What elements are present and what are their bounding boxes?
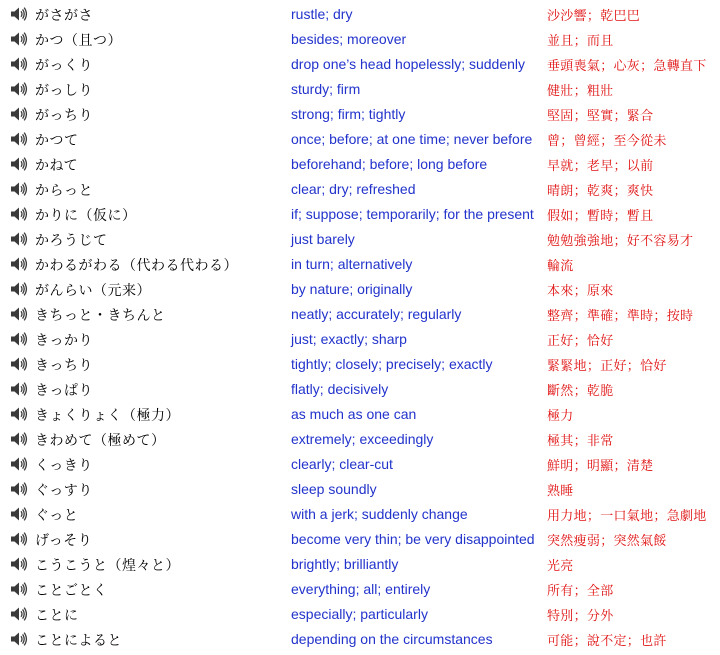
vocab-row bbox=[0, 202, 720, 227]
speaker-icon[interactable] bbox=[10, 381, 28, 397]
vocab-row bbox=[0, 627, 720, 652]
chinese-meaning: 並且；而且 bbox=[547, 34, 614, 49]
english-meaning: once; before; at one time; never before bbox=[291, 131, 533, 147]
speaker-icon[interactable] bbox=[10, 606, 28, 622]
japanese-term: かつて bbox=[35, 133, 79, 149]
speaker-icon[interactable] bbox=[10, 331, 28, 347]
speaker-icon[interactable] bbox=[10, 356, 28, 372]
english-meaning: tightly; closely; precisely; exactly bbox=[291, 356, 493, 372]
japanese-term: ことに bbox=[35, 608, 79, 624]
vocab-row bbox=[0, 602, 720, 627]
speaker-icon[interactable] bbox=[10, 181, 28, 197]
japanese-term: かわるがわる（代わる代わる） bbox=[35, 258, 238, 274]
japanese-term: きょくりょく（極力） bbox=[35, 408, 180, 424]
english-meaning: by nature; originally bbox=[291, 281, 413, 297]
japanese-term: からっと bbox=[35, 183, 93, 199]
speaker-icon[interactable] bbox=[10, 106, 28, 122]
vocab-row bbox=[0, 377, 720, 402]
vocab-row bbox=[0, 102, 720, 127]
english-meaning: drop one’s head hopelessly; suddenly bbox=[291, 56, 526, 72]
japanese-term: かりに（仮に） bbox=[35, 208, 137, 224]
japanese-term: がっちり bbox=[35, 108, 93, 124]
chinese-meaning: 光亮 bbox=[547, 559, 574, 574]
japanese-term: きわめて（極めて） bbox=[35, 433, 166, 449]
speaker-icon[interactable] bbox=[10, 431, 28, 447]
vocab-row bbox=[0, 227, 720, 252]
vocab-row bbox=[0, 177, 720, 202]
vocab-row bbox=[0, 402, 720, 427]
japanese-term: かねて bbox=[35, 158, 79, 174]
speaker-icon[interactable] bbox=[10, 6, 28, 22]
english-meaning: especially; particularly bbox=[291, 606, 428, 622]
english-meaning: sturdy; firm bbox=[291, 81, 361, 97]
japanese-term: がっくり bbox=[35, 58, 93, 74]
japanese-term: がっしり bbox=[35, 83, 93, 99]
chinese-meaning: 假如；暫時；暫且 bbox=[547, 209, 654, 224]
japanese-term: げっそり bbox=[35, 533, 93, 549]
chinese-meaning: 突然瘦弱；突然氣餒 bbox=[547, 534, 667, 549]
vocab-row bbox=[0, 327, 720, 352]
japanese-term: かろうじて bbox=[35, 233, 108, 249]
speaker-icon[interactable] bbox=[10, 631, 28, 647]
japanese-term: ぐっと bbox=[35, 508, 79, 524]
vocab-row bbox=[0, 2, 720, 27]
vocab-row bbox=[0, 552, 720, 577]
speaker-icon[interactable] bbox=[10, 481, 28, 497]
chinese-meaning: 健壯；粗壯 bbox=[547, 84, 614, 99]
chinese-meaning: 斷然；乾脆 bbox=[547, 384, 614, 399]
speaker-icon[interactable] bbox=[10, 31, 28, 47]
japanese-term: きっぱり bbox=[35, 383, 93, 399]
chinese-meaning: 用力地；一口氣地；急劇地 bbox=[547, 509, 707, 524]
english-meaning: sleep soundly bbox=[291, 481, 377, 497]
chinese-meaning: 沙沙響；乾巴巴 bbox=[547, 9, 641, 24]
japanese-term: くっきり bbox=[35, 458, 93, 474]
speaker-icon[interactable] bbox=[10, 281, 28, 297]
japanese-term: こうこうと（煌々と） bbox=[35, 558, 180, 574]
chinese-meaning: 可能；說不定；也許 bbox=[547, 634, 667, 649]
speaker-icon[interactable] bbox=[10, 56, 28, 72]
chinese-meaning: 所有；全部 bbox=[547, 584, 614, 599]
chinese-meaning: 極力 bbox=[547, 409, 574, 424]
english-meaning: depending on the circumstances bbox=[291, 631, 493, 647]
chinese-meaning: 曾；曾經；至今從未 bbox=[547, 134, 667, 149]
japanese-term: ことごとく bbox=[35, 583, 108, 599]
english-meaning: become very thin; be very disappointed bbox=[291, 531, 535, 547]
vocab-row bbox=[0, 527, 720, 552]
japanese-term: きっちり bbox=[35, 358, 93, 374]
english-meaning: besides; moreover bbox=[291, 31, 407, 47]
english-meaning: just barely bbox=[291, 231, 355, 247]
speaker-icon[interactable] bbox=[10, 131, 28, 147]
english-meaning: clearly; clear-cut bbox=[291, 456, 393, 472]
english-meaning: as much as one can bbox=[291, 406, 417, 422]
vocab-row bbox=[0, 427, 720, 452]
english-meaning: with a jerk; suddenly change bbox=[291, 506, 468, 522]
vocab-row bbox=[0, 52, 720, 77]
english-meaning: rustle; dry bbox=[291, 6, 353, 22]
chinese-meaning: 早就；老早；以前 bbox=[547, 159, 654, 174]
chinese-meaning: 特別；分外 bbox=[547, 609, 614, 624]
vocab-row bbox=[0, 27, 720, 52]
chinese-meaning: 垂頭喪氣；心灰；急轉直下 bbox=[547, 59, 707, 74]
english-meaning: beforehand; before; long before bbox=[291, 156, 488, 172]
english-meaning: extremely; exceedingly bbox=[291, 431, 434, 447]
english-meaning: in turn; alternatively bbox=[291, 256, 413, 272]
vocab-row bbox=[0, 302, 720, 327]
speaker-icon[interactable] bbox=[10, 506, 28, 522]
chinese-meaning: 極其；非常 bbox=[547, 434, 614, 449]
japanese-term: きっかり bbox=[35, 333, 93, 349]
english-meaning: everything; all; entirely bbox=[291, 581, 431, 597]
vocabulary-list bbox=[0, 2, 720, 652]
vocab-row bbox=[0, 477, 720, 502]
japanese-term: がんらい（元来） bbox=[35, 283, 151, 299]
vocab-row bbox=[0, 277, 720, 302]
english-meaning: flatly; decisively bbox=[291, 381, 389, 397]
chinese-meaning: 堅固；堅實；緊合 bbox=[547, 109, 654, 124]
chinese-meaning: 輪流 bbox=[547, 259, 574, 274]
speaker-icon[interactable] bbox=[10, 256, 28, 272]
english-meaning: if; suppose; temporarily; for the present bbox=[291, 206, 534, 222]
english-meaning: neatly; accurately; regularly bbox=[291, 306, 462, 322]
chinese-meaning: 本來；原來 bbox=[547, 284, 614, 299]
japanese-term: ことによると bbox=[35, 633, 122, 649]
vocab-row bbox=[0, 577, 720, 602]
speaker-icon[interactable] bbox=[10, 456, 28, 472]
chinese-meaning: 熟睡 bbox=[547, 484, 574, 499]
vocab-row bbox=[0, 352, 720, 377]
speaker-icon[interactable] bbox=[10, 81, 28, 97]
vocab-row bbox=[0, 152, 720, 177]
vocab-row bbox=[0, 452, 720, 477]
speaker-icon[interactable] bbox=[10, 231, 28, 247]
english-meaning: clear; dry; refreshed bbox=[291, 181, 416, 197]
vocab-row bbox=[0, 127, 720, 152]
japanese-term: ぐっすり bbox=[35, 483, 93, 499]
japanese-term: がさがさ bbox=[35, 8, 93, 24]
speaker-icon[interactable] bbox=[10, 306, 28, 322]
vocab-row bbox=[0, 77, 720, 102]
speaker-icon[interactable] bbox=[10, 406, 28, 422]
chinese-meaning: 正好；恰好 bbox=[547, 334, 614, 349]
speaker-icon[interactable] bbox=[10, 556, 28, 572]
japanese-term: かつ（且つ） bbox=[35, 33, 122, 49]
speaker-icon[interactable] bbox=[10, 581, 28, 597]
speaker-icon[interactable] bbox=[10, 206, 28, 222]
chinese-meaning: 緊緊地；正好；恰好 bbox=[547, 359, 667, 374]
japanese-term: きちっと・きちんと bbox=[35, 308, 166, 324]
speaker-icon[interactable] bbox=[10, 531, 28, 547]
speaker-icon[interactable] bbox=[10, 156, 28, 172]
chinese-meaning: 晴朗；乾爽；爽快 bbox=[547, 184, 654, 199]
vocab-row bbox=[0, 252, 720, 277]
vocab-row bbox=[0, 502, 720, 527]
chinese-meaning: 勉勉強強地；好不容易才 bbox=[547, 234, 694, 249]
english-meaning: brightly; brilliantly bbox=[291, 556, 399, 572]
english-meaning: just; exactly; sharp bbox=[291, 331, 407, 347]
english-meaning: strong; firm; tightly bbox=[291, 106, 406, 122]
chinese-meaning: 鮮明；明顯；清楚 bbox=[547, 459, 654, 474]
chinese-meaning: 整齊；準確；準時；按時 bbox=[547, 309, 694, 324]
